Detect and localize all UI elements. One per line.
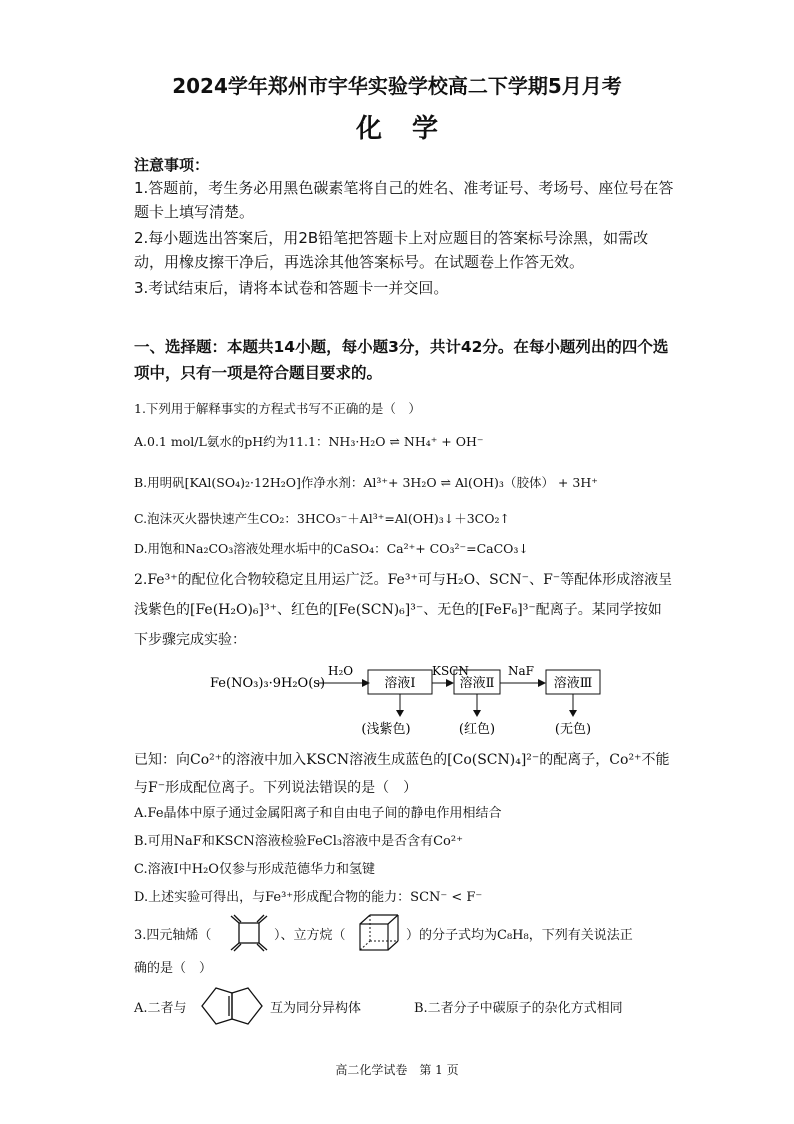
q3-stem-d: 确的是（ ） bbox=[134, 961, 213, 976]
page-footer: 高二化学试卷 第 1 页 bbox=[335, 1063, 459, 1077]
q1-option-c: C.泡沫灭火器快速产生CO₂：3HCO₃⁻＋Al³⁺=Al(OH)₃↓＋3CO₂↑ bbox=[134, 511, 510, 526]
q1-option-d: D.用饱和Na₂CO₃溶液处理水垢中的CaSO₄：Ca²⁺+ CO₃²⁻=CaCO₃↓ bbox=[134, 541, 529, 556]
notice-heading: 注意事项： bbox=[134, 156, 210, 174]
tetramethylene-cyclobutane-structure bbox=[226, 914, 272, 952]
q2-option-b: B.可用NaF和KSCN溶液检验FeCl₃溶液中是否含有Co²⁺ bbox=[134, 834, 463, 849]
exam-title: 2024学年郑州市宇华实验学校高二下学期5月月考 bbox=[172, 74, 622, 98]
q3-stem-c: ）的分子式均为C₈H₈，下列有关说法正 bbox=[406, 928, 633, 943]
q2-flow-diagram bbox=[200, 660, 620, 740]
flow-box-3-label: 溶液Ⅲ bbox=[553, 676, 593, 691]
flow-reagent-3: NaF bbox=[508, 664, 534, 678]
bicyclic-diene-structure bbox=[196, 987, 268, 1025]
section-1-heading: 一、选择题：本题共14小题，每小题3分，共计42分。在每小题列出的四个选项中，只有一项是符合题目要求的。 bbox=[134, 338, 669, 382]
q3-option-a-post: 互为同分异构体 bbox=[270, 1001, 362, 1016]
flow-start: Fe(NO₃)₃·9H₂O(s) bbox=[210, 676, 326, 691]
notice-item-2: 2.每小题选出答案后，用2B铅笔把答题卡上对应题目的答案标号涂黑，如需改动，用橡皮擦干净后，再选涂其他答案标号。在试题卷上作答无效。 bbox=[134, 229, 649, 271]
q3-stem-b: ）、立方烷（ bbox=[274, 928, 346, 943]
q3-option-a-pre: A.二者与 bbox=[134, 1001, 187, 1016]
q2-stem-1: 2.Fe³⁺的配位化合物较稳定且用运广泛。Fe³⁺可与H₂O、SCN⁻、F⁻等配体形成溶液呈浅紫色的[Fe(H₂O)₆]³⁺、红色的[Fe(SCN)₆]³⁻、无色的[FeF₆]³⁻配离子。某同学按如下步骤完成实验： bbox=[134, 572, 673, 648]
q2-stem-2: 已知：向Co²⁺的溶液中加入KSCN溶液生成蓝色的[Co(SCN)₄]²⁻的配离子，Co²⁺不能与F⁻形成配位离子。下列说法错误的是（ ） bbox=[134, 752, 670, 796]
flow-box-1-label: 溶液Ⅰ bbox=[384, 676, 416, 691]
notice-item-3: 3.考试结束后，请将本试卷和答题卡一并交回。 bbox=[134, 279, 449, 297]
q2-option-a: A.Fe晶体中原子通过金属阳离子和自由电子间的静电作用相结合 bbox=[134, 806, 502, 821]
q3-stem-a: 3.四元轴烯（ bbox=[134, 928, 212, 943]
flow-color-3: (无色) bbox=[554, 722, 592, 737]
q3-options-line bbox=[134, 985, 674, 1025]
flow-reagent-1: H₂O bbox=[328, 664, 354, 678]
q1-stem: 1.下列用于解释事实的方程式书写不正确的是（ ） bbox=[134, 401, 421, 416]
q1-option-b: B.用明矾[KAl(SO₄)₂·12H₂O]作净水剂：Al³⁺+ 3H₂O ⇌ Al(OH)₃（胶体） + 3H⁺ bbox=[134, 475, 598, 490]
flow-color-1: (浅紫色) bbox=[361, 722, 411, 737]
flow-box-2-label: 溶液Ⅱ bbox=[459, 676, 495, 691]
q2-option-c: C.溶液Ⅰ中H₂O仅参与形成范德华力和氢键 bbox=[134, 862, 375, 877]
q2-option-d: D.上述实验可得出，与Fe³⁺形成配合物的能力：SCN⁻ < F⁻ bbox=[134, 890, 483, 905]
q3-stem-line bbox=[134, 912, 674, 952]
q3-option-b: B.二者分子中碳原子的杂化方式相同 bbox=[414, 1001, 623, 1016]
flow-color-2: (红色) bbox=[458, 722, 496, 737]
q1-option-a: A.0.1 mol/L氨水的pH约为11.1：NH₃·H₂O ⇌ NH₄⁺ + OH⁻ bbox=[134, 434, 484, 449]
notice-item-1: 1.答题前，考生务必用黑色碳素笔将自己的姓名、准考证号、考场号、座位号在答题卡上填写清楚。 bbox=[134, 179, 674, 221]
cubane-structure bbox=[356, 912, 404, 952]
flow-reagent-2: KSCN bbox=[432, 664, 469, 678]
subject-title: 化学 bbox=[355, 114, 468, 144]
